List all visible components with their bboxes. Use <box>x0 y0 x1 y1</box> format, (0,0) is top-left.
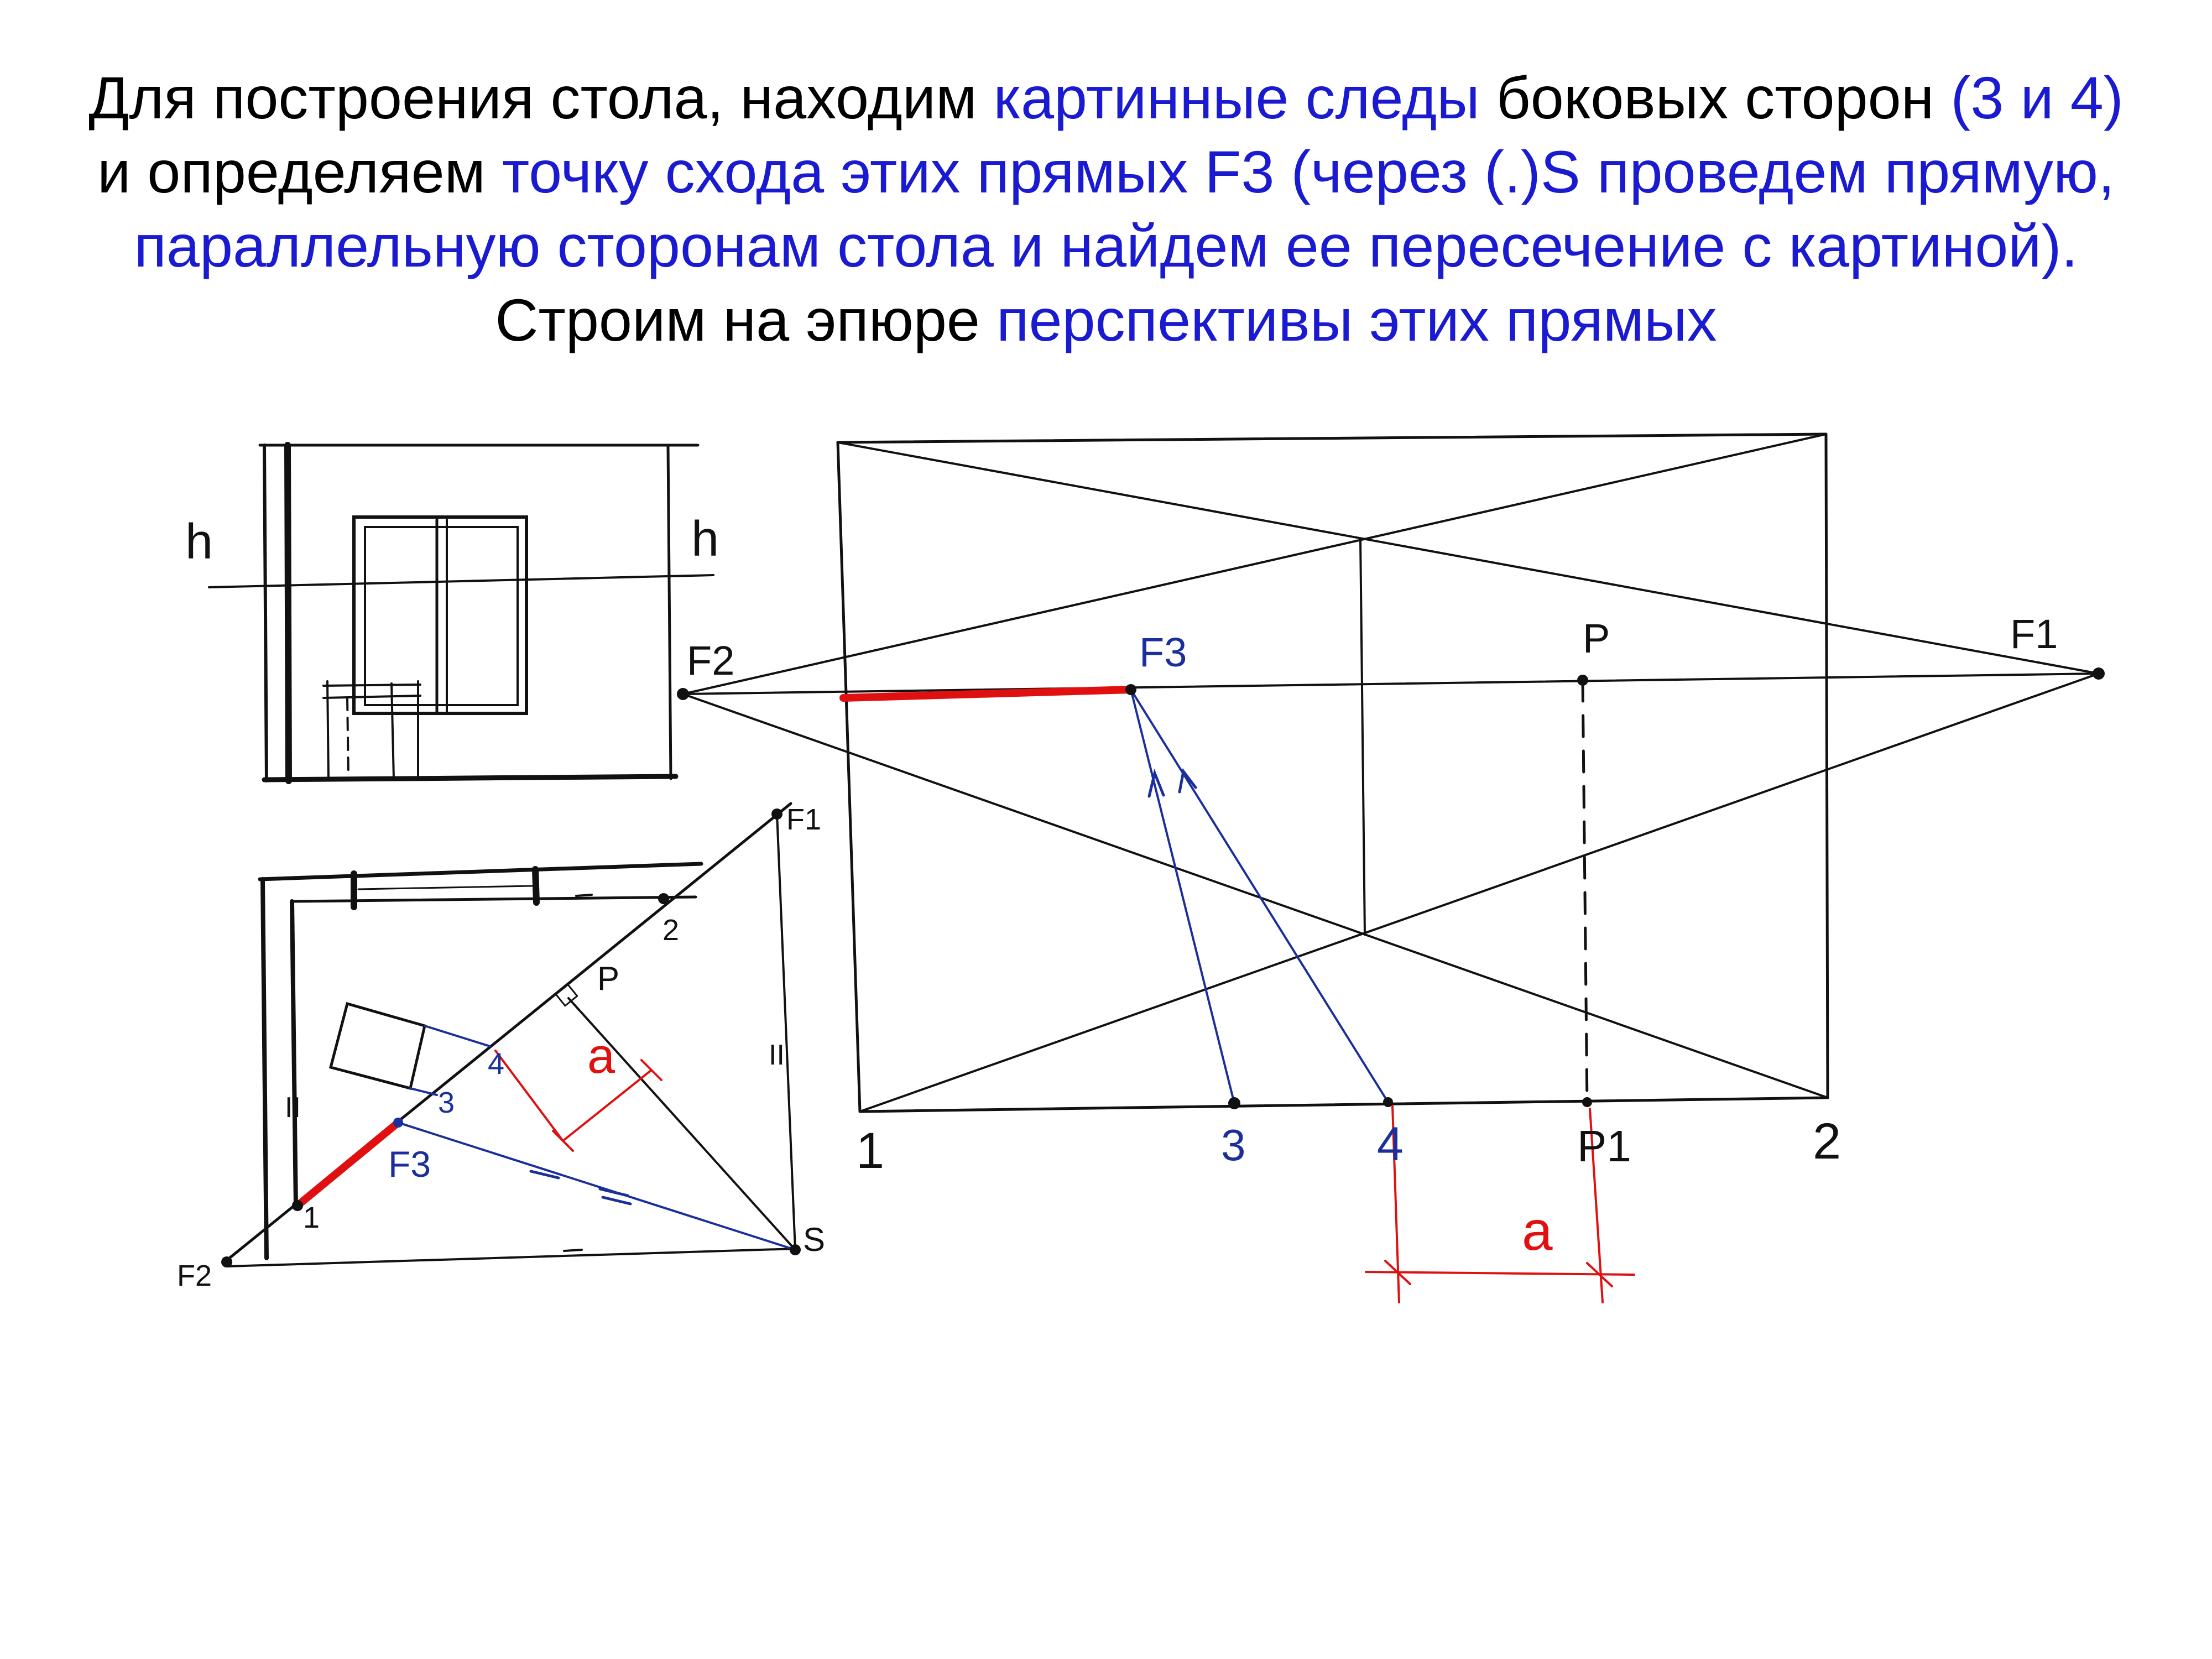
perspective-points <box>677 667 2105 1109</box>
dim-a-ext-1 <box>495 1051 563 1141</box>
right-angle-mark <box>555 984 577 1005</box>
persp-label-f3: F3 <box>1139 629 1187 675</box>
wall-left-inner <box>288 445 289 781</box>
persp-label-2: 2 <box>1813 1113 1841 1170</box>
title-highlight-segment: перспективы этих прямых <box>996 286 1717 353</box>
persp-label-4: 4 <box>1377 1118 1404 1171</box>
p-vertical-dashed <box>1583 680 1587 1103</box>
table-top-back <box>324 685 420 686</box>
plan-parallel-mark-left: II <box>285 1092 301 1124</box>
title-text-segment: Для построения стола, находим <box>88 64 994 131</box>
plan-table-outline <box>331 1004 425 1088</box>
plan-wall-left-inner <box>292 901 296 1207</box>
window-frame-outer <box>354 517 526 713</box>
plan-label-3: 3 <box>438 1086 455 1119</box>
ground-line <box>860 1098 1828 1112</box>
frame-top <box>838 434 1826 442</box>
floor-line <box>264 776 676 780</box>
corner-vertical <box>1360 539 1365 935</box>
title-text-segment: и определяем <box>97 138 502 205</box>
window-frame-inner <box>365 527 518 705</box>
plan-label-4: 4 <box>488 1047 505 1081</box>
persp-label-p: P <box>1583 615 1610 661</box>
persp-label-f2: F2 <box>687 638 735 684</box>
arrow-tick-2 <box>600 1189 628 1196</box>
horizon-label-right: h <box>691 512 719 567</box>
title-text-segment: Строим на эпюре <box>495 286 997 353</box>
table-leg-hidden <box>347 698 348 777</box>
ray-top-left-f1 <box>838 442 2099 674</box>
eq-mark-top <box>576 895 592 896</box>
horizon-label-left: h <box>185 514 213 570</box>
persp-label-p1: P1 <box>1577 1121 1631 1171</box>
ray-s-f1 <box>777 814 795 1250</box>
persp-label-f1: F1 <box>2010 611 2058 657</box>
frame-right <box>1826 434 1828 1098</box>
front-view <box>209 445 713 781</box>
title-highlight-segment: (3 и 4) <box>1950 64 2124 131</box>
plan-wall-left-outer <box>263 879 267 1258</box>
ray-top-right-f2 <box>683 434 1826 694</box>
ray-f1-bottom-left <box>860 674 2099 1112</box>
plan-dimension-a: a <box>587 1029 615 1084</box>
plan-window-mark-2 <box>535 869 536 902</box>
persp-line-3-f3 <box>1131 690 1234 1103</box>
persp-dimension-a: a <box>1522 1200 1553 1262</box>
persp-label-1: 1 <box>856 1123 885 1179</box>
persp-label-3: 3 <box>1221 1120 1246 1170</box>
frame-left <box>838 442 860 1112</box>
plan-label-s: S <box>803 1221 826 1258</box>
plan-view <box>224 804 796 1266</box>
table-leg-right <box>392 684 394 779</box>
persp-line-4-f3 <box>1131 690 1388 1102</box>
plan-parallel-mark-right: II <box>769 1039 785 1071</box>
dim-line-a <box>1366 1272 1634 1275</box>
horizon-line-perspective <box>683 674 2099 694</box>
f3-trace-red <box>298 1123 398 1206</box>
bottom-edge-line <box>227 1249 796 1266</box>
table-leg-left <box>327 681 328 779</box>
wall-left-outer <box>264 445 267 781</box>
plan-label-1: 1 <box>303 1201 320 1234</box>
eq-mark-bottom <box>564 1250 582 1251</box>
plan-window-glass <box>358 886 532 889</box>
table-dir-4 <box>425 1026 490 1046</box>
arrow-tick-3 <box>603 1197 630 1204</box>
plan-label-f2: F2 <box>177 1259 212 1292</box>
perspective <box>683 434 2099 1302</box>
ray-f2-bottom-right <box>683 694 1828 1098</box>
ray-s-f3 <box>398 1123 795 1250</box>
table-top-front <box>324 696 420 698</box>
title-text-segment: боковых сторон <box>1479 64 1951 131</box>
plan-label-p: P <box>597 960 620 997</box>
plan-wall-top-outer <box>260 864 701 879</box>
plan-label-2: 2 <box>662 914 680 947</box>
plan-label-f3: F3 <box>388 1144 431 1185</box>
wall-right-line <box>668 445 671 779</box>
title-highlight-segment: точку схода этих прямых F3 (через (.)S проведем прямую, параллельную сторонам стола и найдем ее пересечение с картиной). <box>134 138 2115 279</box>
title-highlight-segment: картинные следы <box>993 64 1480 131</box>
plan-label-f1: F1 <box>786 803 822 836</box>
